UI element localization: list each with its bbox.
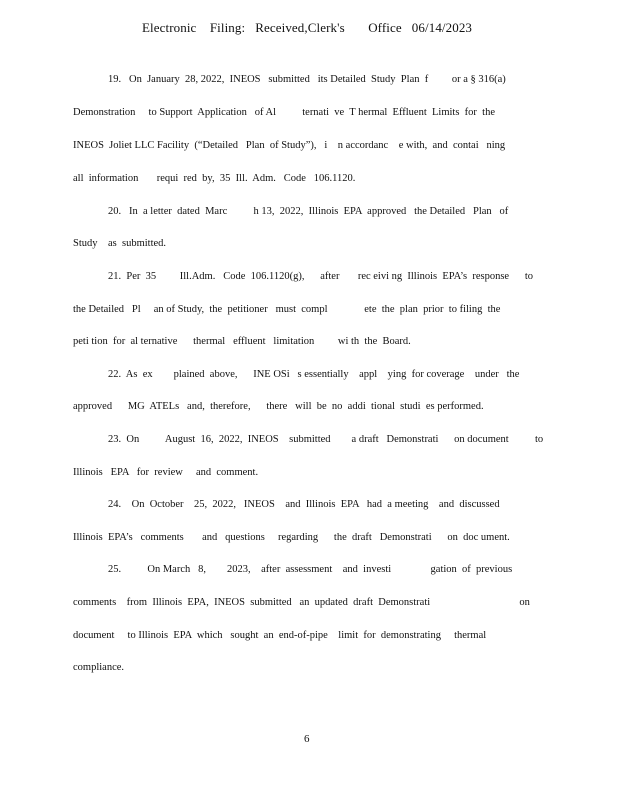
paragraph-line: 21. Per 35 Ill.Adm. Code 106.1120(g), after rec eivi ng Illinois EPA’s response to bbox=[108, 271, 534, 282]
paragraph-line: peti tion for al ternative thermal effluent limitation wi th the Board. bbox=[73, 336, 411, 347]
paragraph-line: 19. On January 28, 2022, INEOS submitted its Detailed Study Plan f or a § 316(a) bbox=[108, 74, 506, 85]
paragraph-line: INEOS Joliet LLC Facility (“Detailed Plan of Study”), i n accordanc e with, and contai ning bbox=[73, 140, 506, 151]
paragraph-line: 22. As ex plained above, INE OSi s essentially appl ying for coverage under the bbox=[108, 369, 520, 380]
filing-stamp-header: Electronic Filing: Received,Clerk's Office 06/14/2023 bbox=[142, 20, 473, 35]
paragraph-line: all information requi red by, 35 Ill. Adm. Code 106.1120. bbox=[73, 173, 356, 184]
paragraph-line: Demonstration to Support Application of Al ternati ve T hermal Effluent Limits for the bbox=[73, 107, 495, 118]
paragraph-line: 20. In a letter dated Marc h 13, 2022, Illinois EPA approved the Detailed Plan of bbox=[108, 206, 509, 217]
paragraph-line: compliance. bbox=[73, 662, 125, 673]
paragraph-line: document to Illinois EPA which sought an end-of-pipe limit for demonstrating thermal bbox=[73, 630, 487, 641]
paragraph-line: Study as submitted. bbox=[73, 238, 167, 249]
page-number: 6 bbox=[304, 733, 310, 745]
paragraph-line: 25. On March 8, 2023, after assessment and investi gation of previous bbox=[108, 564, 513, 575]
paragraph-line: comments from Illinois EPA, INEOS submitted an updated draft Demonstrati on bbox=[73, 597, 530, 608]
paragraph-line: Illinois EPA’s comments and questions regarding the draft Demonstrati on doc ument. bbox=[73, 532, 510, 543]
paragraph-line: 23. On August 16, 2022, INEOS submitted a draft Demonstrati on document to bbox=[108, 434, 544, 445]
paragraph-line: Illinois EPA for review and comment. bbox=[73, 467, 259, 478]
paragraph-line: approved MG ATELs and, therefore, there will be no addi tional studi es performed. bbox=[73, 401, 484, 412]
paragraph-line: 24. On October 25, 2022, INEOS and Illinois EPA had a meeting and discussed bbox=[108, 499, 500, 510]
paragraph-line: the Detailed Pl an of Study, the petitioner must compl ete the plan prior to filing the bbox=[73, 304, 501, 315]
